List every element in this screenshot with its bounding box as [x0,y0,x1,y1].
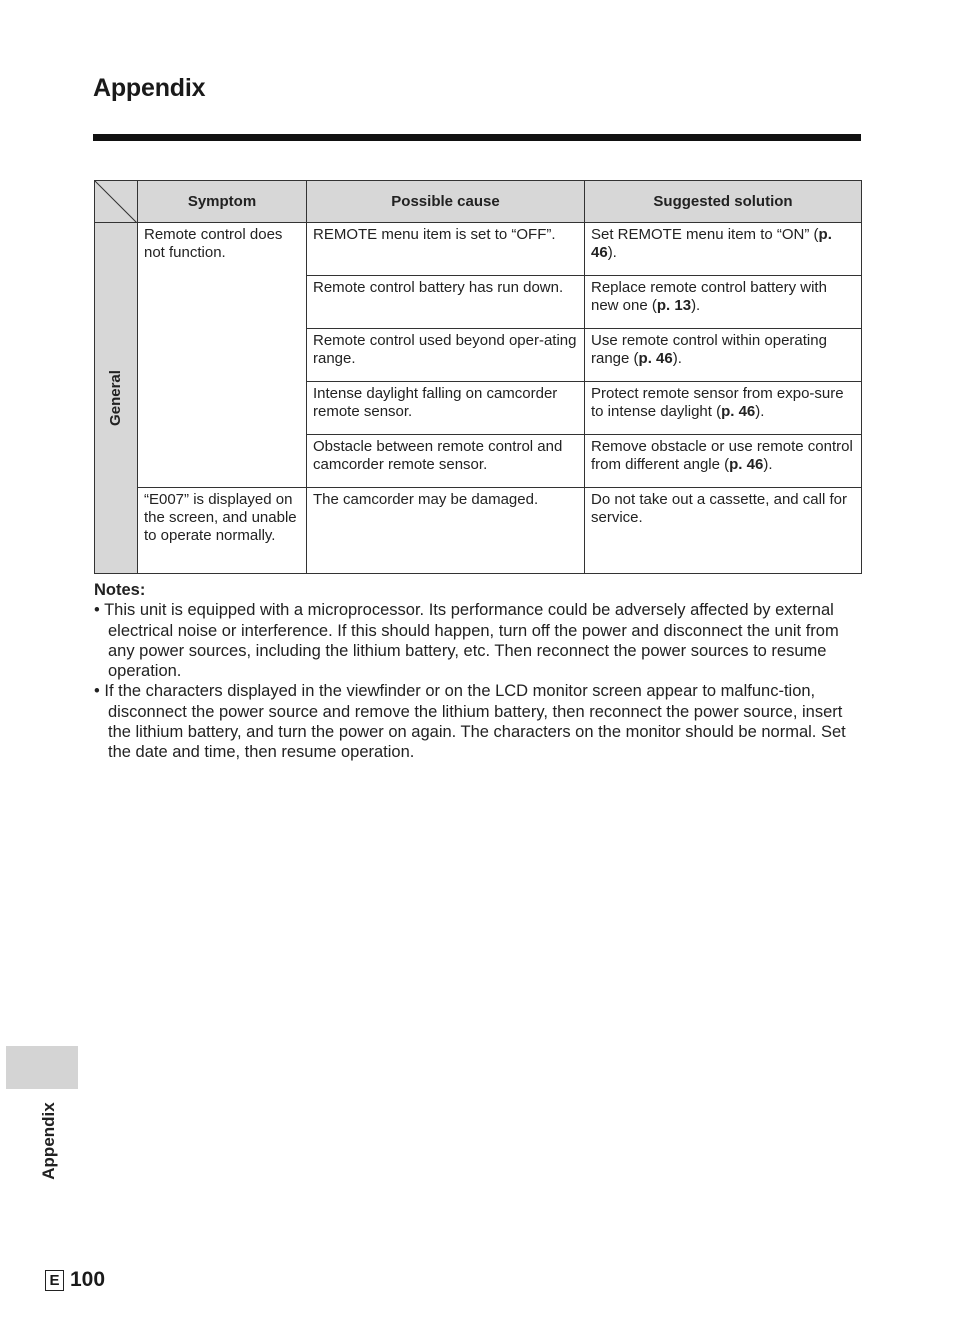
table-row [95,488,862,574]
header-corner-cell [95,181,138,223]
troubleshooting-table [94,180,862,574]
section-tab [6,1046,78,1089]
cause-cell: Obstacle between remote control and camcorder remote sensor. [307,435,585,488]
notes-section [94,580,866,763]
header-possible-cause: Possible cause [307,181,585,223]
page-ref: p. 46 [721,403,756,420]
table-header-row [95,181,862,223]
solution-cell: Replace remote control battery with new one (p. 13). [585,276,862,329]
notes-title: Notes: [94,581,146,599]
table-row [95,223,862,276]
cause-cell: Intense daylight falling on camcorder remote sensor. [307,382,585,435]
solution-cell: Use remote control within operating range (p. 46). [585,329,862,382]
cause-cell: REMOTE menu item is set to “OFF”. [307,223,585,276]
cause-cell: Remote control battery has run down. [307,276,585,329]
language-box: E [45,1270,64,1291]
solution-cell: Do not take out a cassette, and call for service. [585,488,862,574]
page-ref: p. 13 [656,297,692,314]
solution-cell: Remove obstacle or use remote control from different angle (p. 46). [585,435,862,488]
header-symptom: Symptom [138,181,307,223]
header-suggested-solution: Suggested solution [585,181,862,223]
side-section-label: Appendix [39,1102,58,1180]
page-ref: p. 46 [729,456,764,473]
cause-cell: The camcorder may be damaged. [307,488,585,574]
solution-cell: Protect remote sensor from expo-sure to intense daylight (p. 46). [585,382,862,435]
page-footer [45,1268,105,1292]
category-cell [95,223,138,574]
page-ref: p. 46 [591,226,832,261]
page-title: Appendix [93,74,206,102]
category-label: General [107,370,124,426]
symptom-cell: “E007” is displayed on the screen, and unable to operate normally. [138,488,307,574]
symptom-cell: Remote control does not function. [138,223,307,488]
page-number: 100 [70,1268,106,1291]
note-item: • If the characters displayed in the viewfinder or on the LCD monitor screen appear to malfunc-tion, disconnect the power source and remove the lithium battery, then reconnect the power source, insert the lithium battery, and turn the power on again. The characters on the monitor should be normal. Set the date and time, then resume operation. [94,682,846,762]
page-ref: p. 46 [638,350,673,367]
solution-cell: Set REMOTE menu item to “ON” (p. 46). [585,223,862,276]
cause-cell: Remote control used beyond oper-ating range. [307,329,585,382]
title-rule [93,134,861,141]
note-item: • This unit is equipped with a microprocessor. Its performance could be adversely affected by external electrical noise or interference. If this should happen, turn off the power and disconnect the unit from any power sources, including the lithium battery, etc. Then reconnect the power sources to resume operation. [94,601,839,681]
corner-diagonal [95,181,138,224]
